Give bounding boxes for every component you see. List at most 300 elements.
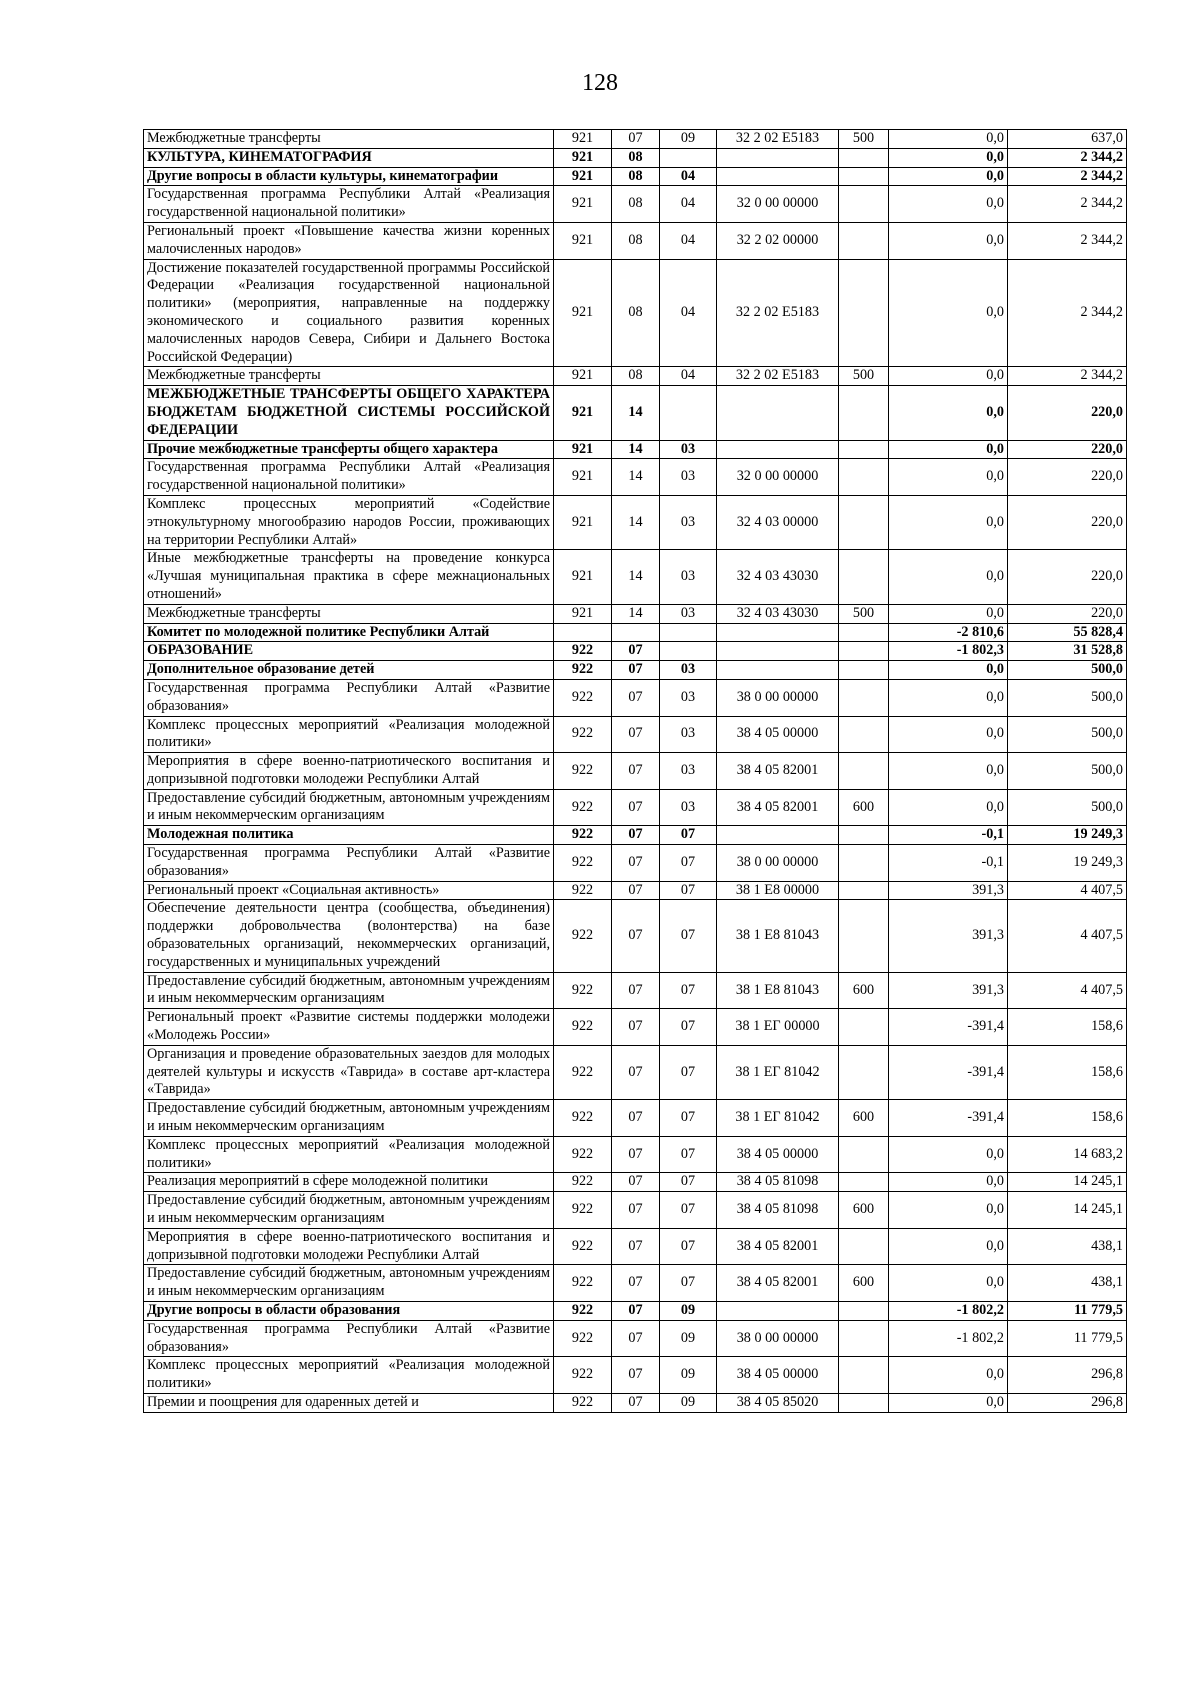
cell-vr — [839, 845, 889, 882]
cell-delta: 0,0 — [889, 167, 1008, 186]
cell-sum: 220,0 — [1008, 604, 1127, 623]
cell-rz: 07 — [612, 826, 660, 845]
cell-delta: 391,3 — [889, 972, 1008, 1009]
cell-sum: 500,0 — [1008, 661, 1127, 680]
cell-delta: 391,3 — [889, 881, 1008, 900]
cell-rz: 07 — [612, 716, 660, 753]
cell-sum: 500,0 — [1008, 716, 1127, 753]
table-row — [144, 789, 1127, 826]
cell-name: Комитет по молодежной политике Республики Алтай — [144, 623, 554, 642]
cell-name: Региональный проект «Развитие системы поддержки молодежи «Молодежь России» — [144, 1009, 554, 1046]
cell-vr — [839, 900, 889, 972]
table-row — [144, 459, 1127, 496]
cell-rz: 07 — [612, 1173, 660, 1192]
cell-pr: 07 — [660, 1100, 717, 1137]
cell-sum: 500,0 — [1008, 789, 1127, 826]
cell-name: Межбюджетные трансферты — [144, 367, 554, 386]
cell-delta: 0,0 — [889, 367, 1008, 386]
cell-pr — [660, 623, 717, 642]
cell-pr: 04 — [660, 222, 717, 259]
cell-rz: 14 — [612, 550, 660, 604]
cell-pr: 07 — [660, 1228, 717, 1265]
cell-pr — [660, 386, 717, 440]
cell-ved: 921 — [554, 148, 612, 167]
cell-rz — [612, 623, 660, 642]
cell-delta: 0,0 — [889, 661, 1008, 680]
cell-pr: 03 — [660, 716, 717, 753]
table-row — [144, 881, 1127, 900]
cell-vr — [839, 186, 889, 223]
cell-ved: 922 — [554, 1302, 612, 1321]
cell-name: Предоставление субсидий бюджетным, автономным учреждениям и иным некоммерческим организациям — [144, 1100, 554, 1137]
cell-csr: 32 4 03 43030 — [717, 604, 839, 623]
table-row — [144, 1320, 1127, 1357]
cell-delta: -1 802,3 — [889, 642, 1008, 661]
cell-vr: 500 — [839, 604, 889, 623]
cell-pr: 03 — [660, 495, 717, 549]
cell-delta: 0,0 — [889, 550, 1008, 604]
cell-ved: 921 — [554, 130, 612, 149]
cell-ved: 922 — [554, 1320, 612, 1357]
cell-rz: 07 — [612, 1265, 660, 1302]
cell-pr: 07 — [660, 1045, 717, 1099]
cell-sum: 220,0 — [1008, 386, 1127, 440]
cell-pr: 07 — [660, 1173, 717, 1192]
cell-delta: 0,0 — [889, 1265, 1008, 1302]
cell-rz: 07 — [612, 881, 660, 900]
cell-ved: 922 — [554, 716, 612, 753]
cell-vr: 500 — [839, 367, 889, 386]
cell-rz: 08 — [612, 222, 660, 259]
cell-csr: 38 4 05 82001 — [717, 1228, 839, 1265]
cell-ved: 922 — [554, 1393, 612, 1412]
cell-ved: 921 — [554, 459, 612, 496]
cell-pr: 07 — [660, 1009, 717, 1046]
cell-rz: 08 — [612, 367, 660, 386]
cell-name: Организация и проведение образовательных заездов для молодых деятелей культуры и искусств «Таврида» в составе арт-кластера «Таврида» — [144, 1045, 554, 1099]
cell-rz: 07 — [612, 1136, 660, 1173]
cell-delta: 0,0 — [889, 130, 1008, 149]
cell-vr — [839, 716, 889, 753]
cell-delta: 0,0 — [889, 440, 1008, 459]
cell-pr: 04 — [660, 259, 717, 367]
table-row — [144, 167, 1127, 186]
cell-delta: -1 802,2 — [889, 1302, 1008, 1321]
cell-vr — [839, 459, 889, 496]
cell-sum: 220,0 — [1008, 495, 1127, 549]
cell-pr: 09 — [660, 1320, 717, 1357]
cell-ved: 922 — [554, 753, 612, 790]
cell-pr — [660, 148, 717, 167]
cell-sum: 158,6 — [1008, 1045, 1127, 1099]
table-row — [144, 1100, 1127, 1137]
cell-name: Премии и поощрения для одаренных детей и — [144, 1393, 554, 1412]
cell-csr: 38 4 05 00000 — [717, 1136, 839, 1173]
cell-sum: 637,0 — [1008, 130, 1127, 149]
cell-name: Комплекс процессных мероприятий «Реализация молодежной политики» — [144, 1357, 554, 1394]
cell-name: Предоставление субсидий бюджетным, автономным учреждениям и иным некоммерческим организациям — [144, 1265, 554, 1302]
cell-delta: 0,0 — [889, 604, 1008, 623]
cell-csr — [717, 148, 839, 167]
cell-pr: 03 — [660, 679, 717, 716]
cell-vr — [839, 881, 889, 900]
cell-csr: 32 2 02 E5183 — [717, 259, 839, 367]
cell-delta: 0,0 — [889, 186, 1008, 223]
table-row — [144, 826, 1127, 845]
cell-rz: 14 — [612, 386, 660, 440]
cell-sum: 11 779,5 — [1008, 1320, 1127, 1357]
cell-rz: 07 — [612, 1045, 660, 1099]
cell-ved: 922 — [554, 1265, 612, 1302]
cell-sum: 31 528,8 — [1008, 642, 1127, 661]
cell-rz: 07 — [612, 845, 660, 882]
cell-vr — [839, 1228, 889, 1265]
cell-vr: 500 — [839, 130, 889, 149]
cell-rz: 07 — [612, 1357, 660, 1394]
cell-sum: 55 828,4 — [1008, 623, 1127, 642]
table-row — [144, 495, 1127, 549]
table-row — [144, 679, 1127, 716]
cell-pr: 04 — [660, 167, 717, 186]
cell-csr — [717, 167, 839, 186]
cell-vr: 600 — [839, 1265, 889, 1302]
cell-ved: 922 — [554, 661, 612, 680]
cell-ved: 921 — [554, 550, 612, 604]
cell-pr: 09 — [660, 1302, 717, 1321]
cell-csr: 32 4 03 43030 — [717, 550, 839, 604]
cell-pr: 03 — [660, 459, 717, 496]
cell-vr — [839, 642, 889, 661]
cell-vr — [839, 679, 889, 716]
cell-name: Предоставление субсидий бюджетным, автономным учреждениям и иным некоммерческим организациям — [144, 1192, 554, 1229]
budget-table — [143, 129, 1127, 1413]
cell-name: Региональный проект «Повышение качества жизни коренных малочисленных народов» — [144, 222, 554, 259]
cell-csr: 38 1 EГ 81042 — [717, 1045, 839, 1099]
cell-csr: 38 1 E8 81043 — [717, 900, 839, 972]
cell-rz: 08 — [612, 148, 660, 167]
cell-name: Иные межбюджетные трансферты на проведение конкурса «Лучшая муниципальная практика в сфере межнациональных отношений» — [144, 550, 554, 604]
cell-sum: 500,0 — [1008, 753, 1127, 790]
cell-ved: 921 — [554, 222, 612, 259]
cell-pr: 03 — [660, 661, 717, 680]
cell-sum: 2 344,2 — [1008, 167, 1127, 186]
cell-name: Молодежная политика — [144, 826, 554, 845]
cell-pr: 09 — [660, 1357, 717, 1394]
cell-rz: 14 — [612, 604, 660, 623]
cell-csr: 32 2 02 E5183 — [717, 130, 839, 149]
cell-name: Государственная программа Республики Алтай «Реализация государственной национальной политики» — [144, 186, 554, 223]
cell-delta: 0,0 — [889, 789, 1008, 826]
cell-csr: 38 1 EГ 00000 — [717, 1009, 839, 1046]
cell-sum: 14 245,1 — [1008, 1192, 1127, 1229]
cell-pr: 07 — [660, 1136, 717, 1173]
cell-rz: 07 — [612, 679, 660, 716]
cell-sum: 19 249,3 — [1008, 826, 1127, 845]
cell-delta: 0,0 — [889, 495, 1008, 549]
cell-name: Комплекс процессных мероприятий «Реализация молодежной политики» — [144, 716, 554, 753]
cell-delta: 0,0 — [889, 1173, 1008, 1192]
cell-pr: 09 — [660, 130, 717, 149]
cell-rz: 07 — [612, 753, 660, 790]
page-number: 128 — [582, 70, 618, 96]
cell-ved: 922 — [554, 845, 612, 882]
cell-vr — [839, 1045, 889, 1099]
cell-rz: 14 — [612, 459, 660, 496]
cell-csr: 38 4 05 81098 — [717, 1173, 839, 1192]
cell-delta: -391,4 — [889, 1100, 1008, 1137]
cell-sum: 220,0 — [1008, 440, 1127, 459]
cell-sum: 500,0 — [1008, 679, 1127, 716]
cell-delta: 0,0 — [889, 1228, 1008, 1265]
cell-vr: 600 — [839, 1192, 889, 1229]
cell-csr: 38 0 00 00000 — [717, 1320, 839, 1357]
cell-ved: 922 — [554, 972, 612, 1009]
cell-name: Государственная программа Республики Алтай «Реализация государственной национальной политики» — [144, 459, 554, 496]
cell-pr: 07 — [660, 845, 717, 882]
cell-rz: 07 — [612, 900, 660, 972]
cell-delta: 0,0 — [889, 753, 1008, 790]
cell-delta: 0,0 — [889, 148, 1008, 167]
cell-name: Мероприятия в сфере военно-патриотического воспитания и допризывной подготовки молодежи Республики Алтай — [144, 1228, 554, 1265]
cell-sum: 158,6 — [1008, 1009, 1127, 1046]
cell-ved: 922 — [554, 642, 612, 661]
table-row — [144, 1393, 1127, 1412]
cell-delta: 0,0 — [889, 716, 1008, 753]
cell-sum: 296,8 — [1008, 1393, 1127, 1412]
cell-vr — [839, 222, 889, 259]
table-row — [144, 1228, 1127, 1265]
cell-csr: 38 4 05 85020 — [717, 1393, 839, 1412]
table-row — [144, 386, 1127, 440]
cell-csr — [717, 642, 839, 661]
cell-vr — [839, 386, 889, 440]
cell-sum: 2 344,2 — [1008, 186, 1127, 223]
cell-pr: 07 — [660, 1265, 717, 1302]
cell-csr: 32 4 03 00000 — [717, 495, 839, 549]
cell-rz: 07 — [612, 972, 660, 1009]
cell-delta: 0,0 — [889, 222, 1008, 259]
cell-ved: 921 — [554, 167, 612, 186]
cell-vr — [839, 148, 889, 167]
cell-delta: 0,0 — [889, 259, 1008, 367]
cell-name: Государственная программа Республики Алтай «Развитие образования» — [144, 845, 554, 882]
cell-pr — [660, 642, 717, 661]
cell-name: Дополнительное образование детей — [144, 661, 554, 680]
cell-csr: 38 4 05 00000 — [717, 716, 839, 753]
cell-ved: 921 — [554, 604, 612, 623]
cell-rz: 07 — [612, 1228, 660, 1265]
cell-rz: 07 — [612, 1302, 660, 1321]
table-row — [144, 1357, 1127, 1394]
cell-delta: -0,1 — [889, 845, 1008, 882]
cell-delta: 0,0 — [889, 679, 1008, 716]
cell-csr: 38 0 00 00000 — [717, 845, 839, 882]
cell-sum: 2 344,2 — [1008, 259, 1127, 367]
table-row — [144, 1192, 1127, 1229]
table-row — [144, 972, 1127, 1009]
cell-rz: 08 — [612, 259, 660, 367]
cell-sum: 438,1 — [1008, 1228, 1127, 1265]
cell-ved: 922 — [554, 1192, 612, 1229]
cell-ved: 921 — [554, 440, 612, 459]
cell-name: Предоставление субсидий бюджетным, автономным учреждениям и иным некоммерческим организациям — [144, 972, 554, 1009]
table-row — [144, 1173, 1127, 1192]
cell-csr — [717, 826, 839, 845]
cell-csr: 38 4 05 82001 — [717, 753, 839, 790]
table-row — [144, 186, 1127, 223]
cell-sum: 14 245,1 — [1008, 1173, 1127, 1192]
cell-vr: 600 — [839, 1100, 889, 1137]
cell-ved: 921 — [554, 495, 612, 549]
cell-name: Обеспечение деятельности центра (сообщества, объединения) поддержки добровольчества (волонтерства) на базе образовательных организаций, некоммерческих организаций, государственных и муниципальных учреждений — [144, 900, 554, 972]
cell-ved: 921 — [554, 367, 612, 386]
cell-rz: 08 — [612, 186, 660, 223]
table-row — [144, 604, 1127, 623]
cell-rz: 07 — [612, 130, 660, 149]
cell-delta: 0,0 — [889, 1357, 1008, 1394]
cell-pr: 07 — [660, 826, 717, 845]
cell-name: КУЛЬТУРА, КИНЕМАТОГРАФИЯ — [144, 148, 554, 167]
cell-csr: 38 4 05 00000 — [717, 1357, 839, 1394]
table-row — [144, 367, 1127, 386]
cell-name: Реализация мероприятий в сфере молодежной политики — [144, 1173, 554, 1192]
cell-ved: 922 — [554, 1173, 612, 1192]
cell-pr: 04 — [660, 186, 717, 223]
cell-csr — [717, 386, 839, 440]
cell-rz: 14 — [612, 440, 660, 459]
cell-delta: 391,3 — [889, 900, 1008, 972]
cell-sum: 2 344,2 — [1008, 148, 1127, 167]
cell-vr — [839, 623, 889, 642]
table-row — [144, 623, 1127, 642]
cell-csr: 32 0 00 00000 — [717, 459, 839, 496]
cell-delta: 0,0 — [889, 1136, 1008, 1173]
cell-rz: 07 — [612, 1009, 660, 1046]
cell-csr: 38 0 00 00000 — [717, 679, 839, 716]
cell-pr: 07 — [660, 972, 717, 1009]
table-row — [144, 900, 1127, 972]
cell-vr — [839, 1357, 889, 1394]
cell-vr — [839, 661, 889, 680]
table-row — [144, 1009, 1127, 1046]
cell-name: Государственная программа Республики Алтай «Развитие образования» — [144, 1320, 554, 1357]
table-row — [144, 130, 1127, 149]
cell-csr: 32 2 02 E5183 — [717, 367, 839, 386]
cell-name: Другие вопросы в области образования — [144, 1302, 554, 1321]
cell-name: Предоставление субсидий бюджетным, автономным учреждениям и иным некоммерческим организациям — [144, 789, 554, 826]
cell-rz: 14 — [612, 495, 660, 549]
cell-name: Межбюджетные трансферты — [144, 604, 554, 623]
cell-ved: 922 — [554, 1100, 612, 1137]
table-row — [144, 440, 1127, 459]
cell-pr: 03 — [660, 789, 717, 826]
table-row — [144, 1045, 1127, 1099]
cell-vr — [839, 1320, 889, 1357]
cell-sum: 2 344,2 — [1008, 367, 1127, 386]
cell-pr: 03 — [660, 604, 717, 623]
cell-pr: 03 — [660, 440, 717, 459]
cell-rz: 07 — [612, 661, 660, 680]
table-row — [144, 845, 1127, 882]
cell-rz: 08 — [612, 167, 660, 186]
cell-ved: 921 — [554, 259, 612, 367]
cell-vr — [839, 1009, 889, 1046]
cell-sum: 4 407,5 — [1008, 881, 1127, 900]
cell-name: Прочие межбюджетные трансферты общего характера — [144, 440, 554, 459]
cell-pr: 04 — [660, 367, 717, 386]
cell-vr — [839, 495, 889, 549]
cell-sum: 2 344,2 — [1008, 222, 1127, 259]
table-row — [144, 550, 1127, 604]
cell-csr — [717, 1302, 839, 1321]
cell-pr: 07 — [660, 900, 717, 972]
cell-vr — [839, 1302, 889, 1321]
cell-name: Государственная программа Республики Алтай «Развитие образования» — [144, 679, 554, 716]
cell-vr: 600 — [839, 789, 889, 826]
cell-name: Региональный проект «Социальная активность» — [144, 881, 554, 900]
cell-vr — [839, 753, 889, 790]
table-row — [144, 259, 1127, 367]
cell-ved: 922 — [554, 826, 612, 845]
cell-vr — [839, 550, 889, 604]
cell-csr: 38 1 E8 00000 — [717, 881, 839, 900]
cell-vr — [839, 826, 889, 845]
cell-pr: 07 — [660, 1192, 717, 1229]
cell-rz: 07 — [612, 1100, 660, 1137]
cell-vr: 600 — [839, 972, 889, 1009]
cell-csr: 38 1 EГ 81042 — [717, 1100, 839, 1137]
cell-csr — [717, 440, 839, 459]
cell-sum: 158,6 — [1008, 1100, 1127, 1137]
cell-delta: -391,4 — [889, 1045, 1008, 1099]
cell-delta: -2 810,6 — [889, 623, 1008, 642]
table-row — [144, 222, 1127, 259]
cell-vr — [839, 1136, 889, 1173]
cell-ved: 922 — [554, 881, 612, 900]
cell-name: ОБРАЗОВАНИЕ — [144, 642, 554, 661]
cell-csr — [717, 623, 839, 642]
cell-delta: -391,4 — [889, 1009, 1008, 1046]
cell-sum: 19 249,3 — [1008, 845, 1127, 882]
cell-pr: 09 — [660, 1393, 717, 1412]
cell-pr: 03 — [660, 550, 717, 604]
cell-ved — [554, 623, 612, 642]
cell-delta: 0,0 — [889, 1192, 1008, 1229]
cell-ved: 922 — [554, 1136, 612, 1173]
cell-pr: 07 — [660, 881, 717, 900]
cell-name: Мероприятия в сфере военно-патриотического воспитания и допризывной подготовки молодежи Республики Алтай — [144, 753, 554, 790]
cell-vr — [839, 1393, 889, 1412]
cell-delta: -0,1 — [889, 826, 1008, 845]
cell-delta: 0,0 — [889, 1393, 1008, 1412]
cell-csr: 38 4 05 82001 — [717, 789, 839, 826]
cell-name: Достижение показателей государственной программы Российской Федерации «Реализация государственной национальной политики» (мероприятия, направленные на поддержку экономического и социального развития коренных малочисленных народов Севера, Сибири и Дальнего Востока Российской Федерации) — [144, 259, 554, 367]
cell-ved: 922 — [554, 1009, 612, 1046]
cell-csr: 32 2 02 00000 — [717, 222, 839, 259]
cell-sum: 438,1 — [1008, 1265, 1127, 1302]
cell-vr — [839, 440, 889, 459]
cell-name: Межбюджетные трансферты — [144, 130, 554, 149]
cell-csr: 32 0 00 00000 — [717, 186, 839, 223]
cell-sum: 14 683,2 — [1008, 1136, 1127, 1173]
cell-rz: 07 — [612, 789, 660, 826]
cell-name: Другие вопросы в области культуры, кинематографии — [144, 167, 554, 186]
cell-csr: 38 4 05 82001 — [717, 1265, 839, 1302]
table-row — [144, 1265, 1127, 1302]
cell-rz: 07 — [612, 1393, 660, 1412]
cell-rz: 07 — [612, 1192, 660, 1229]
cell-ved: 922 — [554, 789, 612, 826]
